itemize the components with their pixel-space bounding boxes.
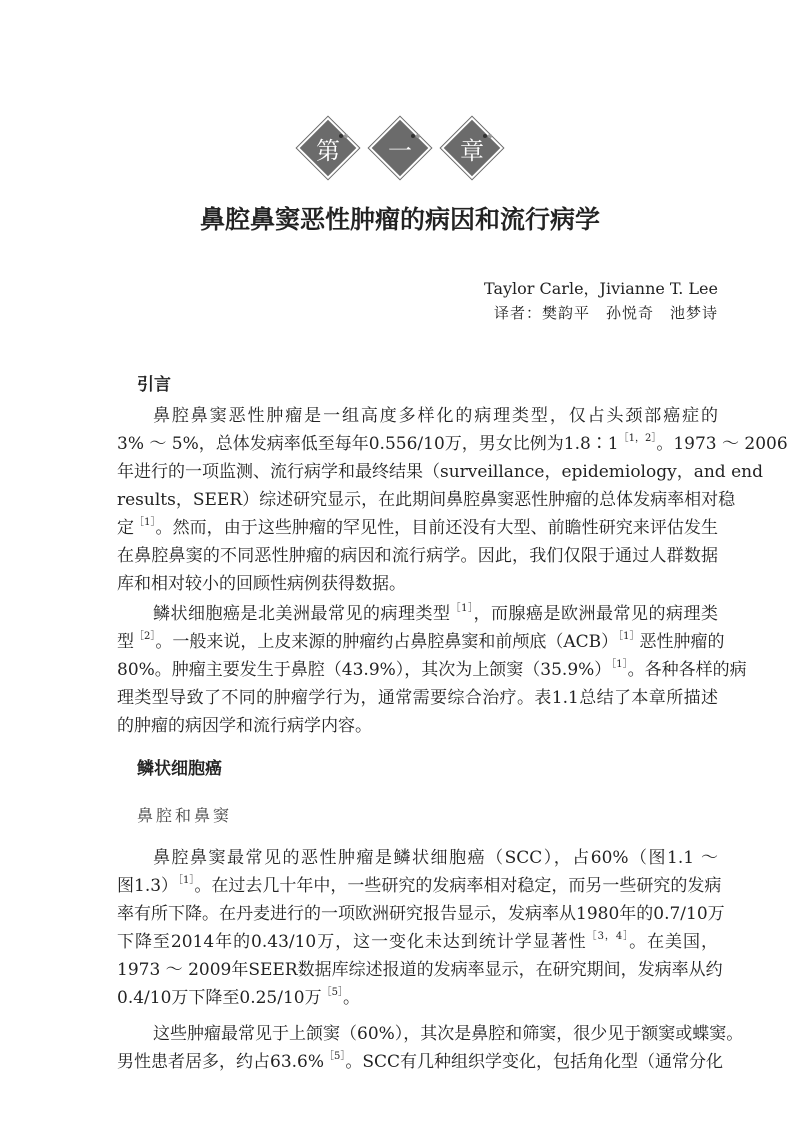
text-line (117, 844, 718, 872)
text-run: 图1.3） (117, 876, 179, 896)
subsection-heading: 鼻腔和鼻窦 (137, 806, 233, 825)
text-run: 。然而，由于这些肿瘤的罕见性，目前还没有大型、前瞻性研究来评估发生 (155, 518, 718, 538)
text-run: 理类型导致了不同的肿瘤学行为，通常需要综合治疗。表1.1总结了本章所描述 (117, 688, 718, 708)
text-run: 。 (342, 988, 360, 1008)
citation: ［3，4］ (586, 931, 630, 942)
chapter-badge (369, 117, 431, 179)
text-run: 80%。肿瘤主要发生于鼻腔（43.9%），其次为上颌窦（35.9%） (117, 660, 612, 680)
text-line (117, 684, 718, 712)
badge-char: 章 (460, 136, 484, 165)
paragraph (117, 600, 747, 740)
text-line (117, 900, 725, 928)
text-run: 鼻腔鼻窦恶性肿瘤是一组高度多样化的病理类型，仅占头颈部癌症的 (153, 406, 718, 426)
section-heading-scc: 鳞状细胞癌 (137, 759, 222, 779)
text-line (117, 956, 723, 984)
text-line (117, 570, 718, 598)
text-run: 。一般来说，上皮来源的肿瘤约占鼻腔鼻窦和前颅底（ACB） (155, 632, 619, 652)
text-line (117, 712, 718, 740)
text-line (117, 458, 763, 486)
text-run: 在鼻腔鼻窦的不同恶性肿瘤的病因和流行病学。因此，我们仅限于通过人群数据 (117, 546, 718, 566)
citation: ［1，2］ (618, 433, 657, 444)
text-run: 恶性肿瘤的 (639, 632, 725, 652)
text-run: 库和相对较小的回顾性病例获得数据。 (117, 574, 406, 594)
citation: ［5］ (324, 1051, 346, 1062)
chapter-title: 鼻腔鼻窦恶性肿瘤的病因和流行病学 (199, 205, 600, 234)
citation: ［1］ (134, 517, 156, 528)
text-run: 的肿瘤的病因学和流行病学内容。 (117, 716, 372, 736)
citation: ［1］ (178, 875, 195, 886)
badge-char: 一 (388, 136, 412, 165)
paragraph (117, 402, 788, 598)
text-line (117, 628, 725, 656)
text-run: 3% ～ 5%，总体发病率低至每年0.556/10万，男女比例为1.8∶1 (117, 434, 619, 454)
text-line (117, 984, 718, 1012)
text-run: 年进行的一项监测、流行病学和最终结果（surveillance，epidemiology，and end (117, 462, 763, 482)
chapter-badges (0, 117, 800, 179)
text-run: 。各种各样的病 (627, 660, 747, 680)
text-run: 。在过去几十年中，一些研究的发病率相对稳定，而另一些研究的发病 (194, 876, 722, 896)
text-run: 鳞状细胞癌是北美洲最常见的病理类型 (153, 604, 451, 624)
citation: ［1］ (618, 631, 640, 642)
chapter-badge (297, 117, 359, 179)
paragraph (117, 1020, 744, 1076)
citation: ［1］ (611, 659, 628, 670)
text-run: 。SCC有几种组织学变化，包括角化型（通常分化 (345, 1052, 724, 1072)
text-line (117, 514, 718, 542)
citation: ［2］ (134, 631, 156, 642)
text-run: ，而腺癌是欧洲最常见的病理类 (473, 604, 719, 624)
text-run: 这些肿瘤最常见于上颌窦（60%），其次是鼻腔和筛窦，很少见于额窦或蝶窦。 (153, 1024, 744, 1044)
text-run: 。在美国， (629, 932, 718, 952)
text-run: 鼻腔鼻窦最常见的恶性肿瘤是鳞状细胞癌（SCC），占60%（图1.1 ～ (153, 848, 718, 868)
text-line (117, 430, 788, 458)
text-line (117, 600, 718, 628)
badge-char: 第 (316, 136, 340, 165)
text-run: 率有所下降。在丹麦进行的一项欧洲研究报告显示，发病率从1980年的0.7/10万 (117, 904, 725, 924)
citation: ［1］ (450, 603, 474, 614)
text-run: 0.4/10万下降至0.25/10万 (117, 988, 322, 1008)
translators: 译者：樊韵平 孙悦奇 池梦诗 (493, 304, 718, 322)
citation: ［5］ (321, 987, 343, 998)
text-line (117, 402, 718, 430)
section-heading-intro: 引言 (137, 375, 171, 395)
text-run: 下降至2014年的0.43/10万，这一变化未达到统计学显著性 (117, 932, 587, 952)
text-run: 型 (117, 632, 134, 652)
text-line (117, 872, 722, 900)
chapter-badge (441, 117, 503, 179)
text-line (117, 486, 736, 514)
text-run: 定 (117, 518, 135, 538)
text-run: 。1973 ～ 2006 (656, 434, 788, 454)
text-line (117, 928, 718, 956)
text-run: 男性患者居多，约占63.6% (117, 1052, 325, 1072)
text-line (117, 656, 747, 684)
text-line (117, 542, 718, 570)
text-run: results，SEER）综述研究显示，在此期间鼻腔鼻窦恶性肿瘤的总体发病率相对稳 (117, 490, 736, 510)
text-line (117, 1020, 744, 1048)
authors: Taylor Carle，Jivianne T. Lee (484, 279, 718, 298)
paragraph (117, 844, 725, 1012)
text-line (117, 1048, 724, 1076)
text-run: 1973 ～ 2009年SEER数据库综述报道的发病率显示，在研究期间，发病率从约 (117, 960, 723, 980)
